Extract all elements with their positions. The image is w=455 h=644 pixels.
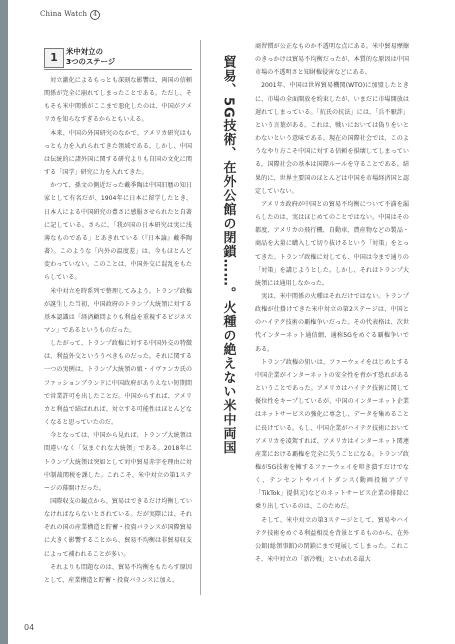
paragraph: 2001年、中国は世界貿易機関(WTO)に加盟したときに、市場の全面開放を約束したが、いまだに市場開放は遅れてしまっている。「抗氏の抗法」には、「兵不厭詐」という言葉がある。これは、戦いにおいては偽りをいとわないという意味である。現在の国際社会では、このようなやり方こそ中国に対する信頼を損壊してしまっている。国際社会の基本は国際ルールを守ることである。結果的に、世界主要国のほとんどは中国を市場経済国と認定していない。 — [255, 82, 409, 195]
section-divider — [44, 69, 192, 70]
header-title: China Watch — [40, 10, 88, 18]
page-number: 04 — [24, 623, 35, 632]
section-title-line2: 3つのステージ — [66, 57, 116, 66]
paragraph: 商習慣が公正なものか不透明な点にある。米中貿易摩擦のきっかけは貿易不均衡だったが、本質的な原因は中国市場の不透明さと知財権侵害などにある。 — [255, 43, 409, 77]
section-title-line1: 米中対立の — [66, 47, 103, 56]
paragraph: 米中対立を時系列で整理してみよう。トランプ政権が誕生した当初、中国政府のトランプ大統領に対する基本認識は「経済顧問よりも利益を重視するビジネスマン」であるというものだった。 — [44, 287, 192, 334]
paragraph: したがって、トランプ政権に対する中国外交の特徴は、利益外交といううべきものだった。それに関する一つの実例は、トランプ大統領の娘・イヴァンカ氏のファッションブランドに中国政府がありえない短期間で営業許可を出したことだ。中国からすれば、アメリカと利益で結ばれれば、対立する可能性はほとんどなくなると思っていたのだ。 — [44, 340, 192, 427]
paragraph: アメリカ政府が中国との貿易不均衡について不満を漏らしたのは、実はほじめてのことではない。中国はその都度、アメリカの飛行機、自動車、農産物などの製品・商品を大量に購入して切り抜けるという「対策」をとってきた。トランプ政権に対しても、中国は今まで通りの「対策」を講じようとした。しかし、それはトランプ大統領には通用しなかった。 — [255, 200, 409, 287]
column-divider — [200, 40, 201, 595]
paragraph: そして、米中対立の第3ステージとして、貿易やハイテク技術をめぐる利益相反を背景とするものから、在外公館(総領事館)の閉鎖にまで発展してしまった。これこそ、米中対立の「新冷戦」といわれる最大 — [255, 516, 409, 564]
vertical-headline — [203, 55, 253, 575]
header-issue-number: 4 — [90, 10, 100, 20]
paragraph: 実は、米中関係の火種はそれだけではない。トランプ政権が仕掛けてきた米中対立の第2ステージは、中国とのハイテク技術の覇権争いだった。その代表格は、次世代インターネット通信網、通称5Gをめぐる覇権争いである。 — [255, 292, 409, 353]
paragraph: 対立激化によるもっとも深刻な影響は、両国の信頼関係が完全に崩れてしまったことである。ただし、そもそも米中関係がここまで悪化したのは、中国がアメリカを知らなすぎるからともいえる。 — [44, 77, 192, 124]
side-accent-bar — [0, 0, 8, 644]
body-column-right — [255, 40, 409, 566]
paragraph: かつて、孫文の側近だった戴季陶は中国旧暦の知日家として有名だが、1904年に日本に留学したとき、日本人による中国研究の豊さに感服させられたと自著に記している。さらに、「我が国の日本研究は実に浅薄なものである」とあきれている（『日本論』戴季陶著）。このような「内外の温度差」は、今もほとんど変わっていない。このことは、中国外交に混乱をもたらしている。 — [44, 182, 192, 282]
vertical-headline-text: 貿易、5G技術、在外公館の閉鎖……。火種の絶えない米中両国 — [220, 55, 236, 455]
paragraph: 今となっては、中国から見れば、トランプ大統領は間違いなく「気まぐれな大統領」である。2018年にトランプ大統領は突如として対中貿易赤字を理由に対中制裁関税を課した。これこそ、米中対立の第1ステージの幕開けだった。 — [44, 432, 192, 492]
section-number-badge: 1 — [44, 48, 64, 68]
section-title — [66, 47, 115, 67]
body-column-left — [44, 74, 192, 587]
paragraph: 国際収支の観点から、貿易はできるだけ均衡していなければならないとされている。だが実際には、それぞれの国の産業構造と貯蓄・投資バランスが国際貿易に大きく影響することから、貿易不均衡は非貿易収支によって補われることが多い。 — [44, 498, 192, 558]
paragraph: トランプ政権の狙いは、ファーウェイをはじめとする中国企業がインターネットの安全性を脅かす恐れがあるということであった。アメリカはハイテク技術に関して優位性をキープしているが、中国のインターネット企業はネットサービスの強化に専念し、データを集めることに長けている。もし、中国企業がハイテク技術においてアメリカを凌駕すれば、アメリカはインターネット関連産業における覇権を完全に失うことになる。トランプ政権が5G技術を擁するファーウェイを叩き潰すだけでなく、テンセントやバイトダンス(動画投稿アプリ「TikTok」提供元)などのネットサービス企業の排除に乗り出しているのは、このためだ。 — [255, 358, 409, 511]
paragraph: それよりも問題なのは、貿易不均衡をもたらす原因として、産業構造と貯蓄・投資バランスに加え、 — [44, 563, 192, 584]
paragraph: 本来、中国の外国研究のなかで、アメリカ研究はもっとも力を入れられてきた領域である。しかし、中国は伝統的に諸外国に関する研究よりも自国の文化に関する「国学」研究に力を入れてきた。 — [44, 129, 192, 177]
running-header — [40, 10, 100, 20]
